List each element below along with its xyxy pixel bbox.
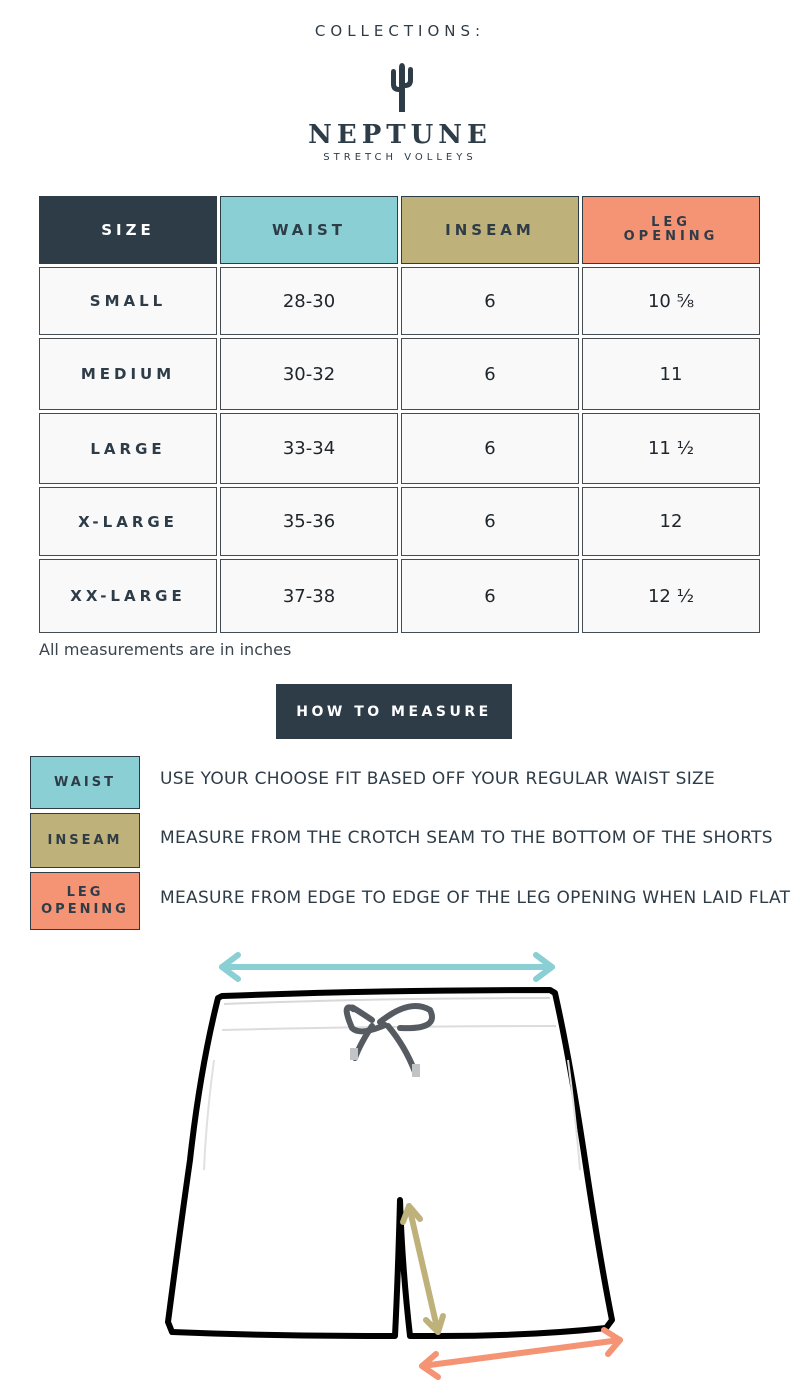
header-leg-line2: OPENING (623, 229, 719, 244)
table-cell-leg: 12 ½ (582, 559, 760, 633)
table-cell-waist: 33-34 (220, 413, 398, 484)
brand-subtitle: STRETCH VOLLEYS (323, 152, 477, 163)
how-to-measure-button[interactable]: HOW TO MEASURE (276, 684, 512, 739)
table-cell-waist: 35-36 (220, 487, 398, 556)
measurement-note: All measurements are in inches (39, 640, 292, 659)
legend-inseam-description: MEASURE FROM THE CROTCH SEAM TO THE BOTTOM OF THE SHORTS (160, 828, 773, 848)
table-cell-waist: 28-30 (220, 267, 398, 335)
header-waist: WAIST (220, 196, 398, 264)
table-cell-size: XX-LARGE (39, 559, 217, 633)
table-cell-inseam: 6 (401, 487, 579, 556)
legend-waist-box (30, 756, 140, 809)
legend-leg-line2: OPENING (41, 902, 129, 917)
table-cell-size: MEDIUM (39, 338, 217, 410)
header-leg-opening (582, 196, 760, 264)
table-cell-size: SMALL (39, 267, 217, 335)
table-cell-waist: 37-38 (220, 559, 398, 633)
collections-label: COLLECTIONS: (314, 22, 486, 40)
legend-inseam-box (30, 813, 140, 868)
header-inseam: INSEAM (401, 196, 579, 264)
table-cell-inseam: 6 (401, 338, 579, 410)
shorts-diagram-icon (150, 940, 790, 1400)
shorts-outline-icon (168, 990, 612, 1336)
table-cell-inseam: 6 (401, 559, 579, 633)
table-cell-size: LARGE (39, 413, 217, 484)
legend-leg-line1: LEG (66, 885, 104, 900)
header-size: SIZE (39, 196, 217, 264)
table-cell-leg: 10 ⅝ (582, 267, 760, 335)
table-cell-waist: 30-32 (220, 338, 398, 410)
legend-leg-opening-description: MEASURE FROM EDGE TO EDGE OF THE LEG OPENING WHEN LAID FLAT (160, 888, 791, 908)
table-cell-leg: 11 ½ (582, 413, 760, 484)
brand-name: NEPTUNE (308, 120, 492, 150)
table-cell-size: X-LARGE (39, 487, 217, 556)
legend-waist-description: USE YOUR CHOOSE FIT BASED OFF YOUR REGULAR WAIST SIZE (160, 769, 716, 789)
cactus-icon (387, 62, 417, 112)
legend-waist-label: WAIST (54, 775, 116, 790)
legend-inseam-label: INSEAM (47, 833, 123, 848)
table-cell-inseam: 6 (401, 413, 579, 484)
waist-arrow-icon (222, 955, 552, 979)
table-cell-inseam: 6 (401, 267, 579, 335)
legend-leg-opening-box (30, 872, 140, 930)
table-cell-leg: 11 (582, 338, 760, 410)
table-cell-leg: 12 (582, 487, 760, 556)
header-leg-line1: LEG (651, 215, 691, 230)
